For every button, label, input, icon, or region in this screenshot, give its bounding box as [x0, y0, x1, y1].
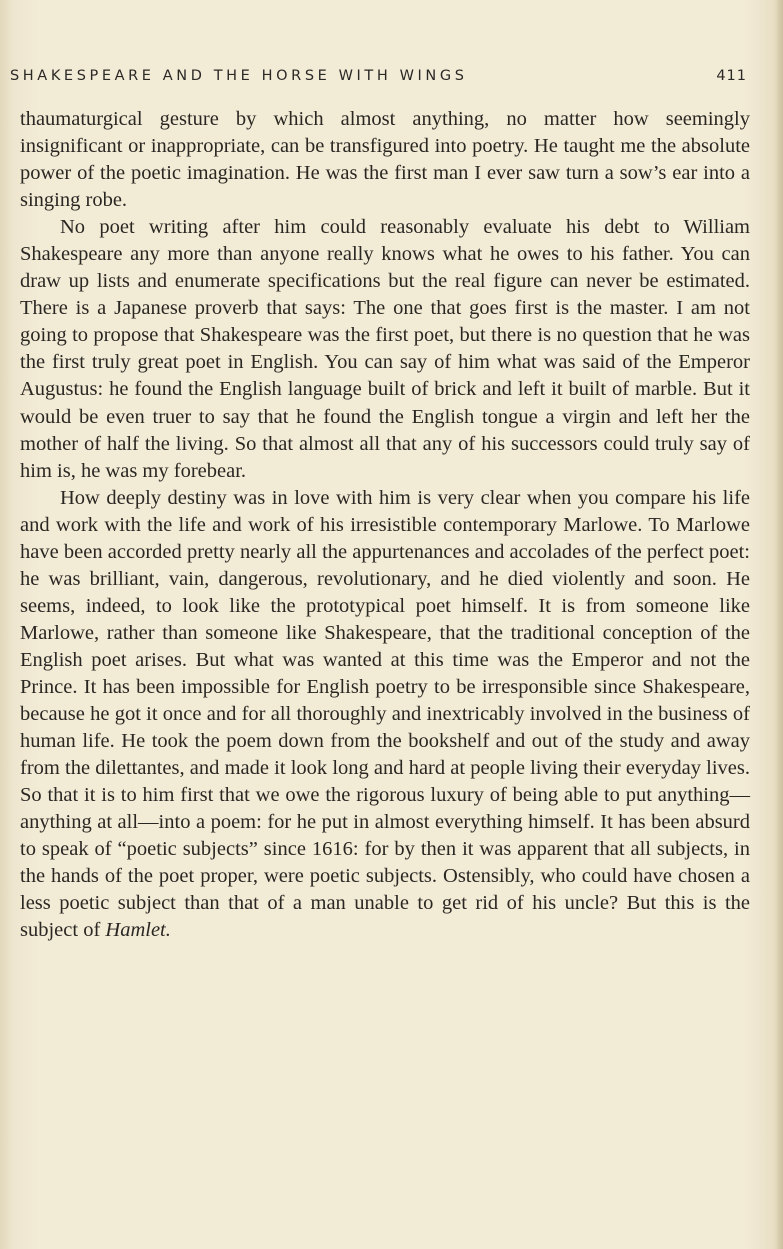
running-head — [10, 64, 747, 88]
body-text — [20, 106, 750, 944]
running-head-title: SHAKESPEARE AND THE HORSE WITH WINGS — [10, 68, 468, 84]
page-edge — [777, 0, 783, 1249]
paragraph-marlowe-text: How deeply destiny was in love with him is very clear when you compare his life and work with the life and work of his irresistible contemporary Marlowe. To Marlowe have been accorded pretty nearly all the appurtenances and accolades of the perfect poet: he was brilliant, vain, dangerous, revolutionary, and he died violently and soon. He seems, indeed, to look like the prototypical poet himself. It is from someone like Marlowe, rather than someone like Shakespeare, that the traditional conception of the English poet arises. But what was wanted at this time was the Emperor and not the Prince. It has been impossible for English poetry to be irresponsible since Shakespeare, because he got it once and for all thoroughly and inextricably involved in the business of human life. He took the poem down from the bookshelf and out of the study and away from the dilettantes, and made it look long and hard at people living their everyday lives. So that it is to him first that we owe the rigorous luxury of being able to put anything—anything at all—into a poem: for he put in almost everything himself. It has been absurd to speak of “poetic subjects” since 1616: for by then it was apparent that all subjects, in the hands of the poet proper, were poetic subjects. Ostensibly, who could have chosen a less poetic subject than that of a man unable to get rid of his uncle? But this is the subject of — [20, 486, 750, 942]
paragraph-debt: No poet writing after him could reasonably evaluate his debt to William Shakespeare any more than anyone really knows what he owes to his father. You can draw up lists and enumerate specifications but the real figure can never be estimated. There is a Japanese proverb that says: The one that goes first is the master. I am not going to propose that Shakespeare was the first poet, but there is no question that he was the first truly great poet in English. You can say of him what was said of the Emperor Augustus: he found the English language built of brick and left it built of marble. But it would be even truer to say that he found the English tongue a virgin and left her the mother of half the living. So that almost all that any of his successors could truly say of him is, he was my forebear. — [20, 216, 750, 482]
paragraph-continued: thaumaturgical gesture by which almost anything, no matter how seemingly insignificant or inappropriate, can be transfigured into poetry. He taught me the absolute power of the poetic imagination. He was the first man I ever saw turn a sow’s ear into a singing robe. — [20, 108, 750, 212]
paragraph-marlowe — [20, 485, 750, 945]
page-number: 411 — [716, 68, 747, 84]
hamlet-title: Hamlet. — [105, 919, 171, 942]
